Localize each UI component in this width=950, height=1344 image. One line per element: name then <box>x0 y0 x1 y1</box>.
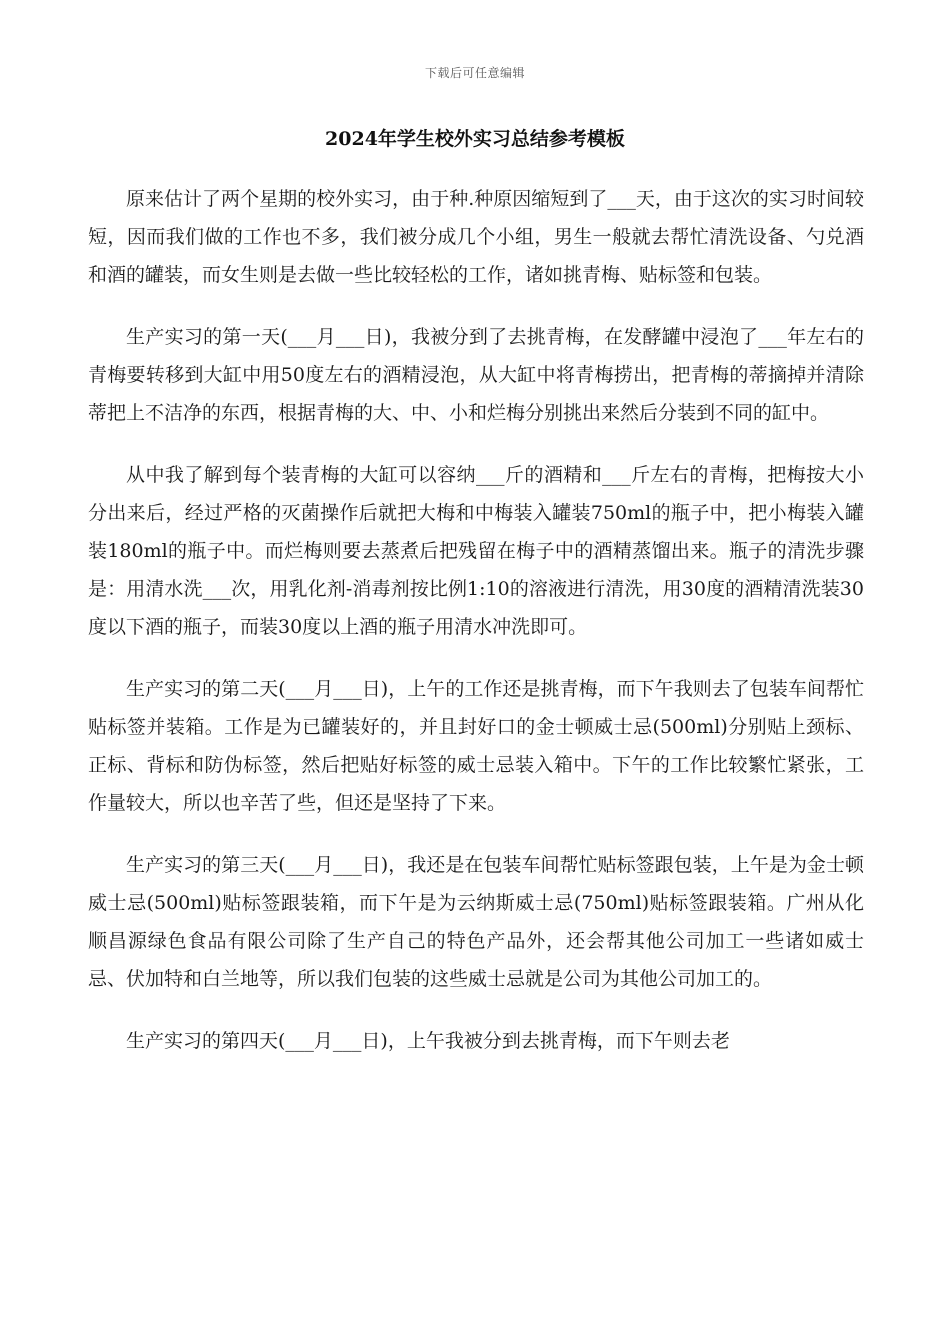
header-note: 下载后可任意编辑 <box>424 66 525 80</box>
paragraph-6: 生产实习的第四天(___月___日)，上午我被分到去挑青梅，而下午则去老 <box>126 1030 730 1052</box>
paragraph-2: 生产实习的第一天(___月___日)，我被分到了去挑青梅，在发酵罐中浸泡了___年左右的青梅要转移到大缸中用50度左右的酒精浸泡，从大缸中将青梅捞出，把青梅的蒂摘掉并清除蒂把上不洁净的东西，根据青梅的大、中、小和烂梅分别挑出来然后分装到不同的缸中。 <box>88 326 864 424</box>
document-title: 2024年学生校外实习总结参考模板 <box>325 128 625 150</box>
document-body <box>88 180 864 1084</box>
paragraph-1: 原来估计了两个星期的校外实习，由于种.种原因缩短到了___天，由于这次的实习时间较短，因而我们做的工作也不多，我们被分成几个小组，男生一般就去帮忙清洗设备、勺兑酒和酒的罐装，而女生则是去做一些比较轻松的工作，诸如挑青梅、贴标签和包装。 <box>88 188 864 286</box>
paragraph-5: 生产实习的第三天(___月___日)，我还是在包装车间帮忙贴标签跟包装，上午是为金士顿威士忌(500ml)贴标签跟装箱，而下午是为云纳斯威士忌(750ml)贴标签跟装箱。广州从化顺昌源绿色食品有限公司除了生产自己的特色产品外，还会帮其他公司加工一些诸如威士忌、伏加特和白兰地等，所以我们包装的这些威士忌就是公司为其他公司加工的。 <box>88 854 864 990</box>
paragraph-4: 生产实习的第二天(___月___日)，上午的工作还是挑青梅，而下午我则去了包装车间帮忙贴标签并装箱。工作是为已罐装好的，并且封好口的金士顿威士忌(500ml)分别贴上颈标、正标、背标和防伪标签，然后把贴好标签的威士忌装入箱中。下午的工作比较繁忙紧张，工作量较大，所以也辛苦了些，但还是坚持了下来。 <box>88 678 864 814</box>
paragraph-3: 从中我了解到每个装青梅的大缸可以容纳___斤的酒精和___斤左右的青梅，把梅按大小分出来后，经过严格的灭菌操作后就把大梅和中梅装入罐装750ml的瓶子中，把小梅装入罐装180ml的瓶子中。而烂梅则要去蒸煮后把残留在梅子中的酒精蒸馏出来。瓶子的清洗步骤是：用清水洗___次，用乳化剂-消毒剂按比例1:10的溶液进行清洗，用30度的酒精清洗装30度以下酒的瓶子，而装30度以上酒的瓶子用清水冲洗即可。 <box>88 464 864 638</box>
